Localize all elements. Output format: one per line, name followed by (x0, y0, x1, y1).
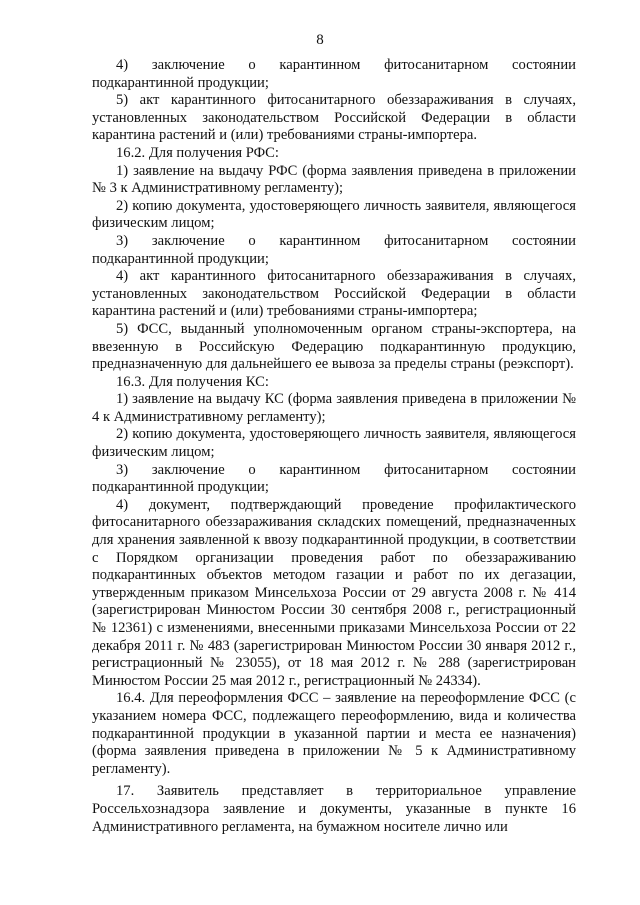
paragraph: 4) акт карантинного фитосанитарного обеззараживания в случаях, установленных законодательством Российской Федерации в области карантина растений и (или) требованиями страны-импортера; (92, 268, 576, 320)
section-heading: 16.2. Для получения РФС: (116, 144, 279, 161)
paragraph: 4) документ, подтверждающий проведение профилактического фитосанитарного обеззараживания складских помещений, предназначенных для хранения заявленной к ввозу подкарантинной продукции, в соответствии с Порядком организации проведения работ по обеззараживанию подкарантинных объектов методом газации и работ по их дегазации, утвержденным приказом Минсельхоза России от 29 августа 2008 г. № 414 (зарегистрирован Минюстом России 30 сентября 2008 г., регистрационный № 12361) с изменениями, внесенными приказами Минсельхоза России от 22 декабря 2011 г. № 483 (зарегистрирован Минюстом России 30 января 2012 г., регистрационный № 23055), от 18 мая 2012 г. № 288 (зарегистрирован Минюстом России 25 мая 2012 г., регистрационный № 24334). (92, 496, 576, 689)
section-heading: 16.3. Для получения КС: (116, 373, 269, 390)
paragraph: 3) заключение о карантинном фитосанитарном состоянии подкарантинной продукции; (92, 461, 576, 496)
paragraph: 5) акт карантинного фитосанитарного обеззараживания в случаях, установленных законодательством Российской Федерации в области карантина растений и (или) требованиями страны-импортера. (92, 92, 576, 144)
document-body (92, 57, 576, 836)
paragraph: 3) заключение о карантинном фитосанитарном состоянии подкарантинной продукции; (92, 232, 576, 267)
paragraph: 2) копию документа, удостоверяющего личность заявителя, являющегося физическим лицом; (92, 197, 576, 232)
paragraph: 16.4. Для переоформления ФСС – заявление на переоформление ФСС (с указанием номера ФСС, подлежащего переоформлению, вида и количества подкарантинной продукции в указанной партии и места ее назначения) (форма заявления приведена в приложении № 5 к Административному регламенту). (92, 690, 576, 777)
paragraph: 1) заявление на выдачу РФС (форма заявления приведена в приложении № 3 к Административному регламенту); (92, 162, 576, 197)
paragraph: 2) копию документа, удостоверяющего личность заявителя, являющегося физическим лицом; (92, 426, 576, 461)
paragraph: 5) ФСС, выданный уполномоченным органом страны-экспортера, на ввезенную в Российскую Федерацию подкарантинную продукцию, предназначенную для дальнейшего ее вывоза за пределы страны (реэкспорт). (92, 320, 576, 373)
page-number: 8 (316, 32, 324, 48)
paragraph: 17. Заявитель представляет в территориальное управление Россельхознадзора заявление и документы, указанные в пункте 16 Административного регламента, на бумажном носителе лично или (92, 783, 576, 835)
paragraph: 4) заключение о карантинном фитосанитарном состоянии подкарантинной продукции; (92, 57, 576, 91)
paragraph: 1) заявление на выдачу КС (форма заявления приведена в приложении № 4 к Административному регламенту); (92, 391, 576, 425)
